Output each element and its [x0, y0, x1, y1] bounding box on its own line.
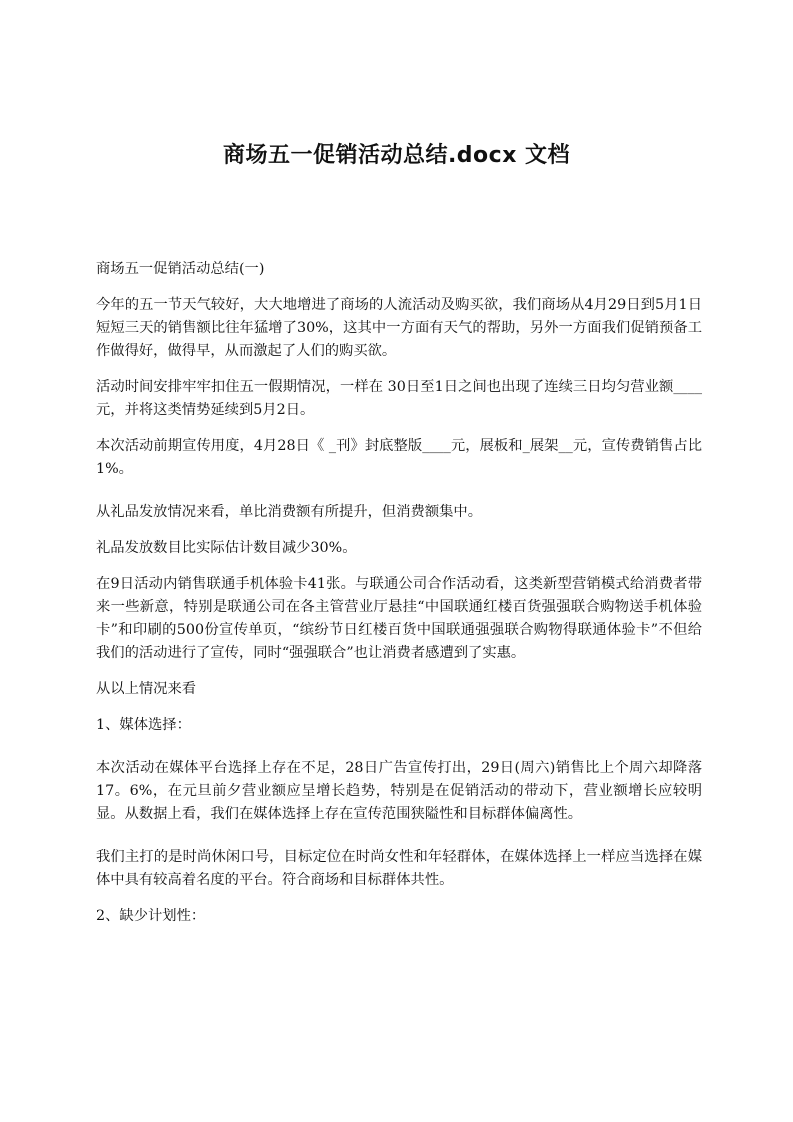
paragraph: 今年的五一节天气较好，大大地增进了商场的人流活动及购买欲，我们商场从4月29日到5月1日短短三天的销售额比往年猛增了30%，这其中一方面有天气的帮助，另外一方面我们促销预备工作做得好，做得早，从而激起了人们的购买欲。: [96, 297, 702, 359]
paragraph: 从礼品发放情况来看，单比消费额有所提升，但消费额集中。: [96, 504, 483, 520]
section-heading: 商场五一促销活动总结(一): [96, 261, 265, 277]
list-heading: 2、缺少计划性：: [96, 908, 206, 924]
paragraph: 本次活动前期宣传用度，4月28日《 _刊》封底整版____元，展板和_展架__元，宣传费销售占比1%。: [96, 438, 702, 477]
document-body: [96, 258, 702, 941]
paragraph: 礼品发放数目比实际估计数目减少30%。: [96, 540, 357, 556]
paragraph: 在9日活动内销售联通手机体验卡41张。与联通公司合作活动看，这类新型营销模式给消费者带来一些新意，特别是联通公司在各主管营业厅悬挂“中国联通红楼百货强强联合购物送手机体验卡”和印刷的500份宣传单页，“缤纷节日红楼百货中国联通强强联合购物得联通体验卡”不但给我们的活动进行了宣传，同时“强强联合”也让消费者感遭到了实惠。: [96, 576, 702, 661]
paragraph: 本次活动在媒体平台选择上存在不足，28日广告宣传打出，29日(周六)销售比上个周六却降落17。6%，在元旦前夕营业额应呈增长趋势，特别是在促销活动的带动下，营业额增长应较明显。从数据上看，我们在媒体选择上存在宣传范围狭隘性和目标群体偏离性。: [96, 760, 702, 822]
list-heading: 1、媒体选择：: [96, 717, 191, 733]
paragraph: 我们主打的是时尚休闲口号，目标定位在时尚女性和年轻群体，在媒体选择上一样应当选择在媒体中具有较高着名度的平台。符合商场和目标群体共性。: [96, 849, 702, 888]
document-title: 商场五一促销活动总结.docx 文档: [222, 143, 571, 168]
paragraph: 活动时间安排牢牢扣住五一假期情况，一样在 30日至1日之间也出现了连续三日均匀营业额____元，并将这类情势延续到5月2日。: [96, 379, 702, 418]
paragraph: 从以上情况来看: [96, 681, 197, 697]
